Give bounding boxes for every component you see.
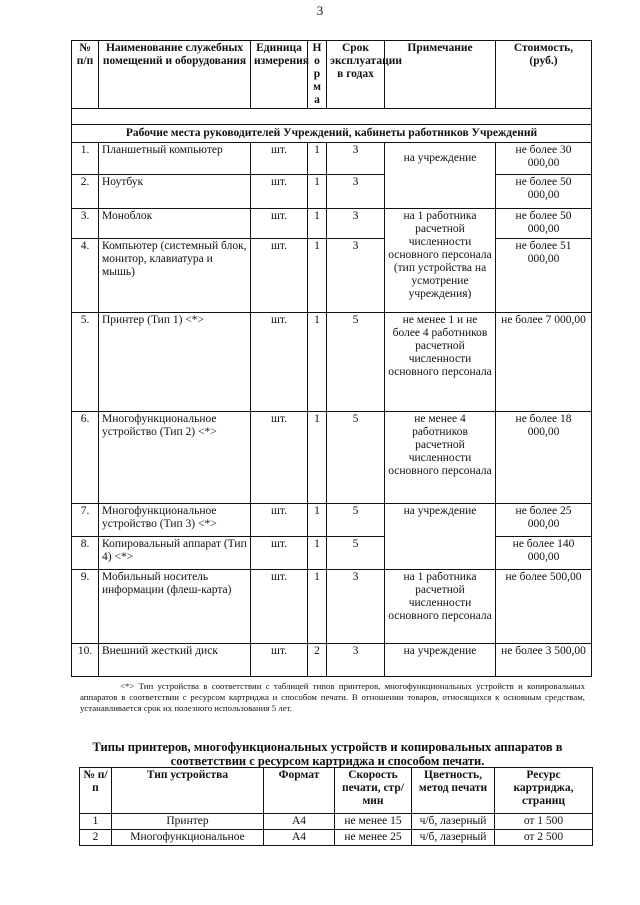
table-header-row xyxy=(72,41,592,109)
header-color-method: Цветность, метод печати xyxy=(412,768,495,814)
row-note: не менее 4 работников расчетной численности основного персонала xyxy=(385,412,496,504)
row-num: 7. xyxy=(72,504,99,537)
row-cost: не более 18 000,00 xyxy=(496,412,592,504)
row-cost: не более 500,00 xyxy=(496,570,592,644)
header-norm: Норма xyxy=(308,41,327,109)
spacer-cell xyxy=(72,109,592,125)
row-name: Многофункциональное устройство (Тип 3) <*> xyxy=(99,504,251,537)
table-row xyxy=(72,175,592,209)
row-note: на 1 работника расчетной численности основного персонала (тип устройства на усмотрение учреждения) xyxy=(385,209,496,313)
row-norm: 1 xyxy=(308,504,327,537)
row-num: 5. xyxy=(72,313,99,412)
table-row xyxy=(72,143,592,175)
row-term: 3 xyxy=(327,239,385,313)
row-term: 3 xyxy=(327,143,385,175)
row-name: Ноутбук xyxy=(99,175,251,209)
row-norm: 1 xyxy=(308,209,327,239)
row-name: Принтер (Тип 1) <*> xyxy=(99,313,251,412)
table-row xyxy=(72,504,592,537)
row-num: 6. xyxy=(72,412,99,504)
row-num: 3. xyxy=(72,209,99,239)
row-cost: не более 30 000,00 xyxy=(496,143,592,175)
section-row xyxy=(72,125,592,143)
section-title: Рабочие места руководителей Учреждений, кабинеты работников Учреждений xyxy=(72,125,592,143)
row-num: 2 xyxy=(80,830,112,846)
header-num: № п/п xyxy=(80,768,112,814)
row-name: Внешний жесткий диск xyxy=(99,644,251,677)
row-num: 4. xyxy=(72,239,99,313)
table-row xyxy=(72,537,592,570)
row-cost: не более 25 000,00 xyxy=(496,504,592,537)
row-cost: не более 50 000,00 xyxy=(496,175,592,209)
row-unit: шт. xyxy=(251,644,308,677)
row-term: 3 xyxy=(327,570,385,644)
table-header-row xyxy=(80,768,593,814)
table-row xyxy=(72,313,592,412)
table-row xyxy=(72,570,592,644)
row-device-type: Многофункциональное xyxy=(112,830,264,846)
row-device-type: Принтер xyxy=(112,814,264,830)
row-cartridge-resource: от 2 500 xyxy=(495,830,593,846)
table-row xyxy=(72,209,592,239)
row-norm: 1 xyxy=(308,175,327,209)
row-unit: шт. xyxy=(251,313,308,412)
header-num: № п/п xyxy=(72,41,99,109)
row-format: А4 xyxy=(264,830,335,846)
row-cost: не более 50 000,00 xyxy=(496,209,592,239)
row-term: 5 xyxy=(327,313,385,412)
row-num: 1 xyxy=(80,814,112,830)
row-cost: не более 140 000,00 xyxy=(496,537,592,570)
printer-types-title: Типы принтеров, многофункциональных устройств и копировальных аппаратов в соответствии с ресурсом картриджа и способом печати. xyxy=(92,740,563,768)
header-term: Срок эксплуатации в годах xyxy=(327,41,385,109)
table-row xyxy=(72,644,592,677)
row-norm: 1 xyxy=(308,570,327,644)
row-note: на 1 работника расчетной численности основного персонала xyxy=(385,570,496,644)
row-unit: шт. xyxy=(251,209,308,239)
row-num: 10. xyxy=(72,644,99,677)
row-norm: 2 xyxy=(308,644,327,677)
row-speed: не менее 25 xyxy=(335,830,412,846)
header-cost: Стоимость, (руб.) xyxy=(496,41,592,109)
row-cost: не более 3 500,00 xyxy=(496,644,592,677)
row-norm: 1 xyxy=(308,143,327,175)
row-num: 9. xyxy=(72,570,99,644)
row-unit: шт. xyxy=(251,239,308,313)
table-row xyxy=(80,814,593,830)
table-row xyxy=(72,239,592,313)
row-unit: шт. xyxy=(251,175,308,209)
row-color-method: ч/б, лазерный xyxy=(412,814,495,830)
header-device-type: Тип устройства xyxy=(112,768,264,814)
row-unit: шт. xyxy=(251,412,308,504)
row-num: 8. xyxy=(72,537,99,570)
row-num: 1. xyxy=(72,143,99,175)
table-row xyxy=(80,830,593,846)
row-cartridge-resource: от 1 500 xyxy=(495,814,593,830)
header-speed: Скорость печати, стр/мин xyxy=(335,768,412,814)
row-term: 3 xyxy=(327,209,385,239)
row-format: А4 xyxy=(264,814,335,830)
row-note: не менее 1 и не более 4 работников расчетной численности основного персонала xyxy=(385,313,496,412)
row-name: Копировальный аппарат (Тип 4) <*> xyxy=(99,537,251,570)
row-cost: не более 51 000,00 xyxy=(496,239,592,313)
header-name: Наименование служебных помещений и оборудования xyxy=(99,41,251,109)
row-term: 5 xyxy=(327,537,385,570)
equipment-norms-table xyxy=(71,40,592,677)
row-note: на учреждение xyxy=(385,143,496,209)
header-unit: Единица измерения xyxy=(251,41,308,109)
header-format: Формат xyxy=(264,768,335,814)
row-name: Компьютер (системный блок, монитор, клавиатура и мышь) xyxy=(99,239,251,313)
row-note: на учреждение xyxy=(385,644,496,677)
row-unit: шт. xyxy=(251,504,308,537)
page-number: 3 xyxy=(316,3,324,18)
row-term: 3 xyxy=(327,644,385,677)
header-cartridge-resource: Ресурс картриджа, страниц xyxy=(495,768,593,814)
header-note: Примечание xyxy=(385,41,496,109)
row-color-method: ч/б, лазерный xyxy=(412,830,495,846)
row-norm: 1 xyxy=(308,412,327,504)
row-speed: не менее 15 xyxy=(335,814,412,830)
row-norm: 1 xyxy=(308,313,327,412)
row-unit: шт. xyxy=(251,143,308,175)
printer-types-table xyxy=(79,767,593,846)
row-term: 3 xyxy=(327,175,385,209)
row-num: 2. xyxy=(72,175,99,209)
row-unit: шт. xyxy=(251,537,308,570)
table-row xyxy=(72,412,592,504)
row-name: Планшетный компьютер xyxy=(99,143,251,175)
row-name: Мобильный носитель информации (флеш-карта) xyxy=(99,570,251,644)
row-norm: 1 xyxy=(308,537,327,570)
row-term: 5 xyxy=(327,412,385,504)
row-name: Моноблок xyxy=(99,209,251,239)
footnote: <*> Тип устройства в соответствии с таблицей типов принтеров, многофункциональных устройств и копировальных аппаратов в соответствии с ресурсом картриджа и способом печати. В отношении товаров, относящихся к основным средствам, устанавливается срок их полезного использования 5 лет. xyxy=(80,681,585,713)
row-unit: шт. xyxy=(251,570,308,644)
row-norm: 1 xyxy=(308,239,327,313)
row-cost: не более 7 000,00 xyxy=(496,313,592,412)
row-name: Многофункциональное устройство (Тип 2) <*> xyxy=(99,412,251,504)
row-term: 5 xyxy=(327,504,385,537)
row-note: на учреждение xyxy=(385,504,496,570)
